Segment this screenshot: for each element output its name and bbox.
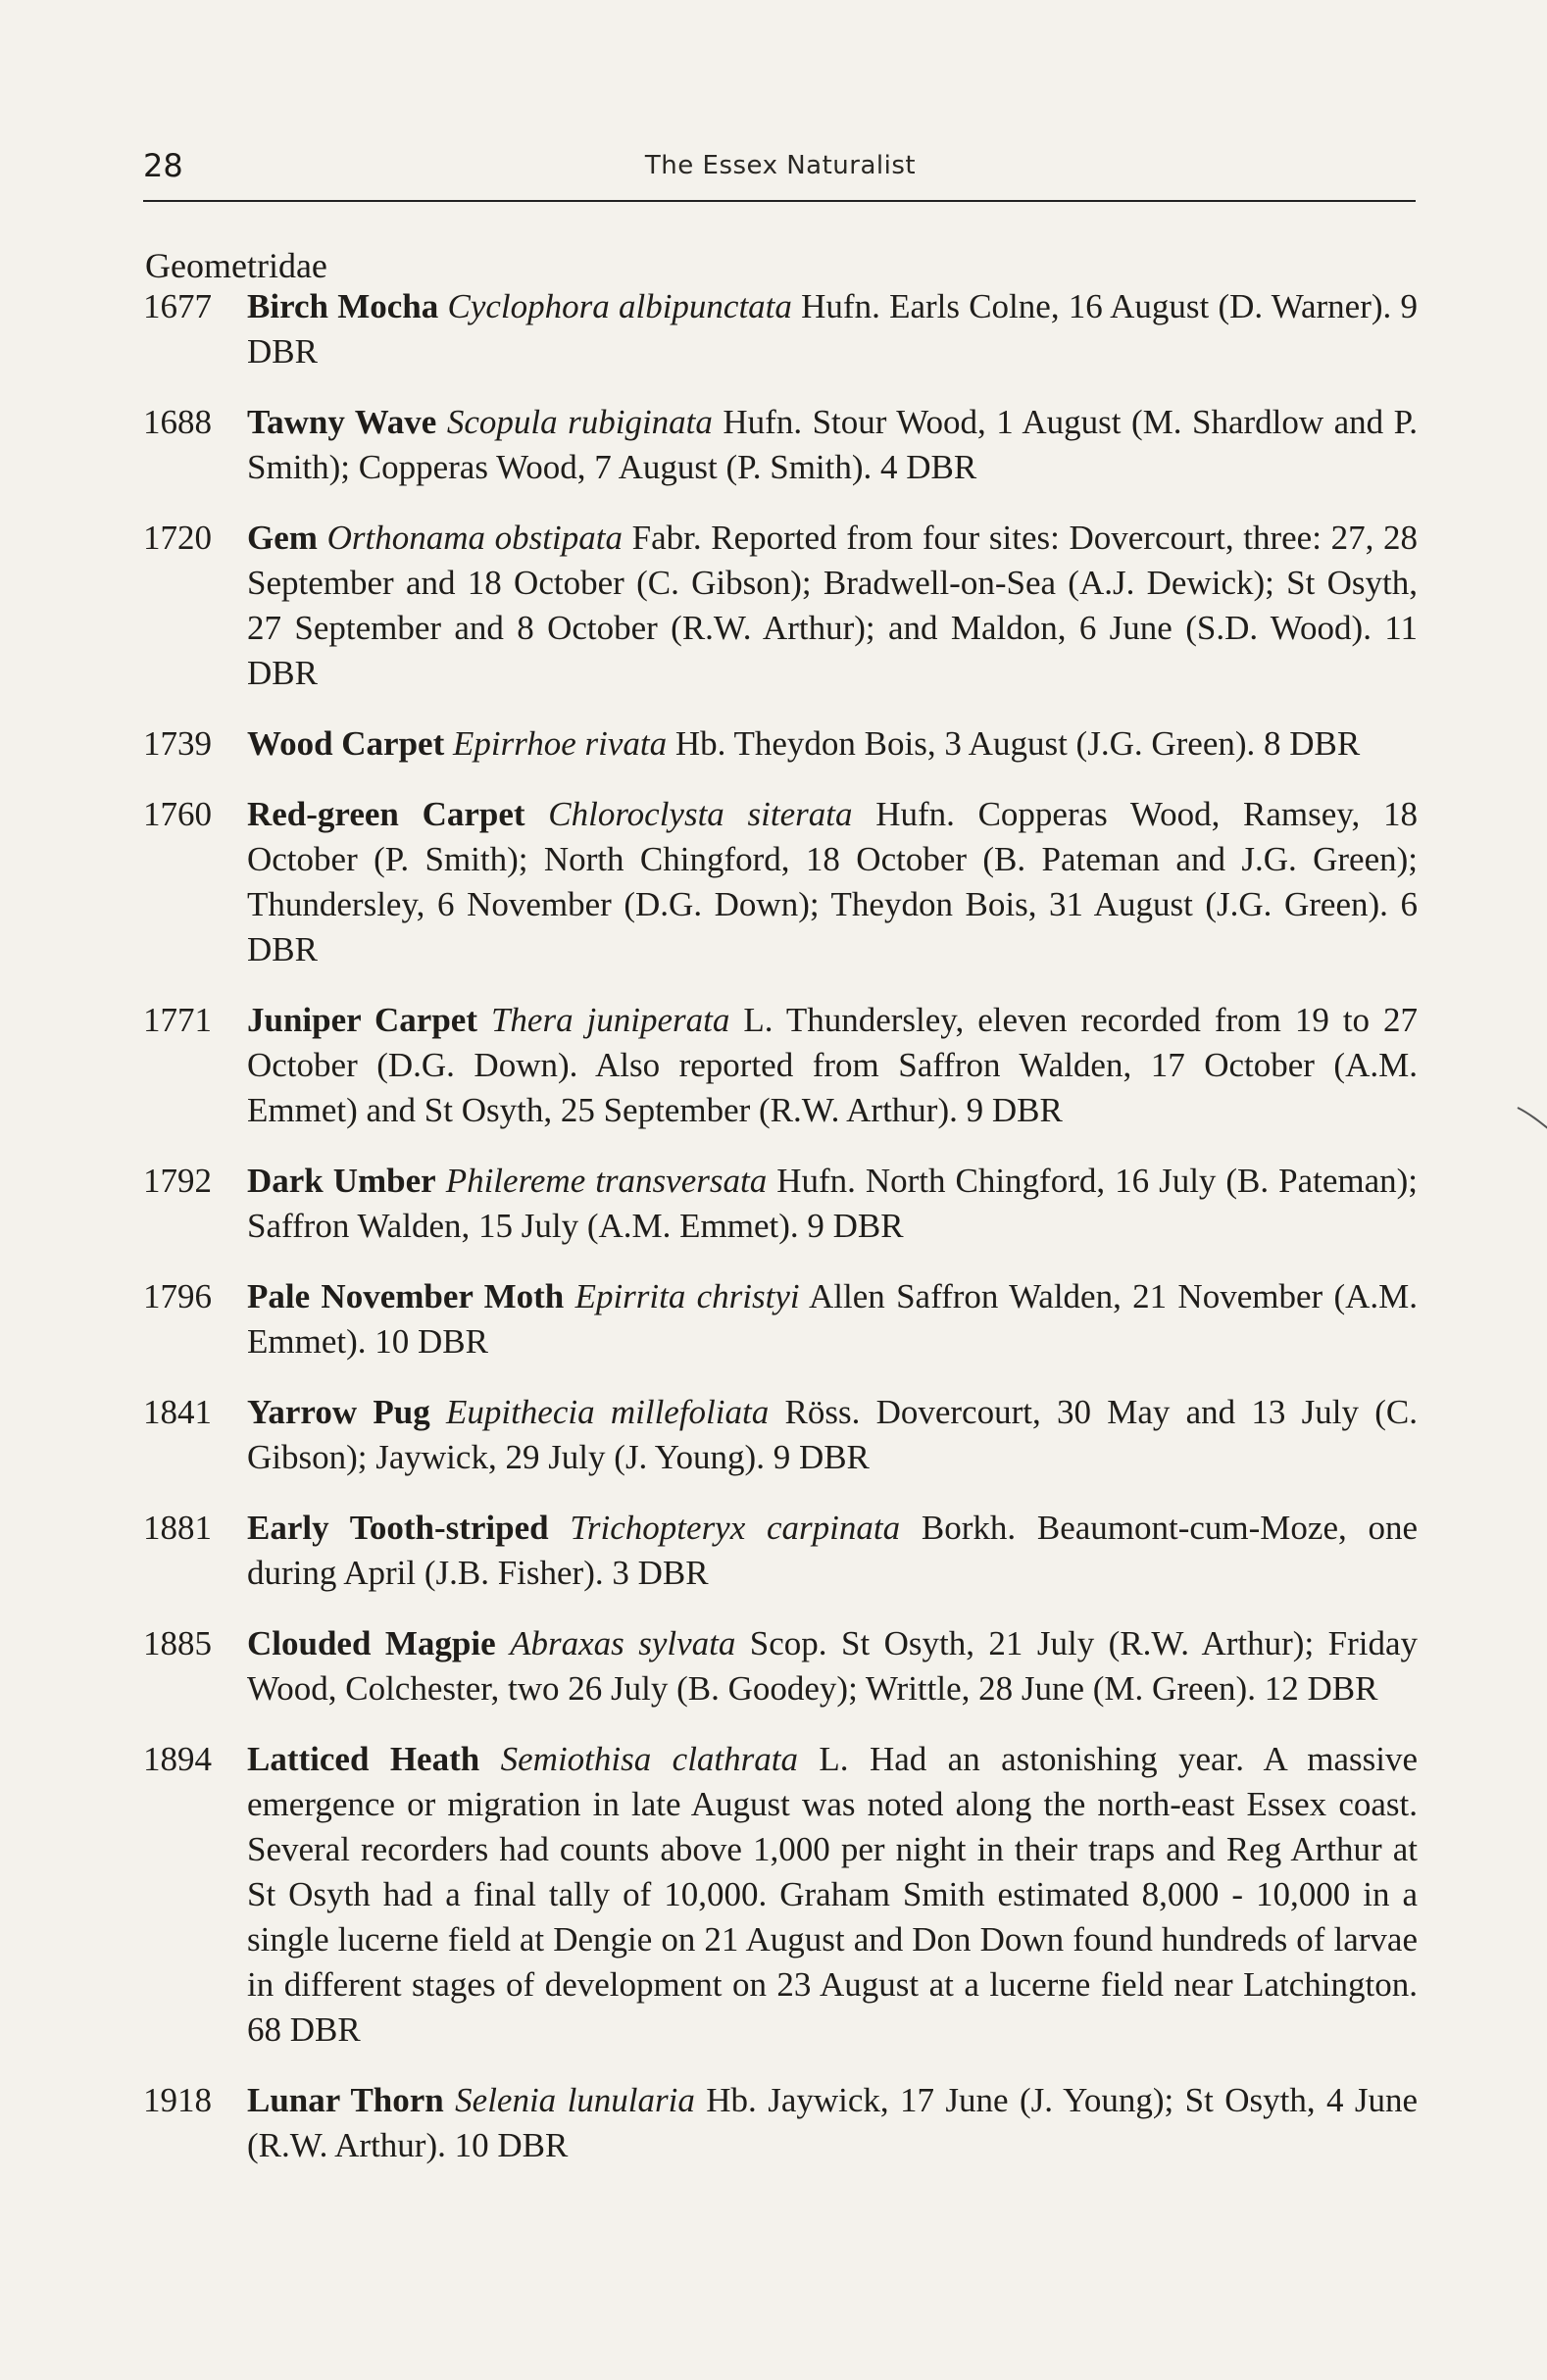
species-number: 1739	[143, 724, 212, 763]
species-scientific-name: Cyclophora albipunctata	[447, 287, 792, 325]
species-scientific-name: Abraxas sylvata	[510, 1624, 736, 1662]
species-number: 1885	[143, 1624, 212, 1662]
species-entry	[143, 721, 1418, 767]
species-entry	[143, 1737, 1418, 2053]
species-number: 1796	[143, 1277, 212, 1315]
species-entry	[143, 516, 1418, 696]
species-number: 1792	[143, 1162, 212, 1200]
species-number: 1841	[143, 1393, 212, 1431]
species-common-name: Birch Mocha	[247, 287, 439, 325]
page-edge-mark	[1516, 1104, 1547, 1133]
species-number: 1894	[143, 1740, 212, 1778]
species-entry	[143, 1506, 1418, 1596]
species-entry	[143, 1621, 1418, 1711]
species-list	[143, 284, 1418, 2194]
species-record-text: Röss. Dovercourt, 30 May and 13 July (C. Gibson); Jaywick, 29 July (J. Young). 9 DBR	[247, 1393, 1418, 1476]
species-entry	[143, 400, 1418, 490]
species-common-name: Juniper Carpet	[247, 1001, 477, 1039]
species-common-name: Red-green Carpet	[247, 795, 525, 833]
species-number: 1881	[143, 1509, 212, 1547]
species-scientific-name: Trichopteryx carpinata	[570, 1509, 901, 1547]
section-heading: Geometridae	[145, 246, 327, 285]
species-record-text: Hufn. North Chingford, 16 July (B. Pateman); Saffron Walden, 15 July (A.M. Emmet). 9 DBR	[247, 1162, 1419, 1245]
species-common-name: Dark Umber	[247, 1162, 436, 1200]
species-scientific-name: Epirrita christyi	[574, 1277, 800, 1315]
species-number: 1677	[143, 287, 212, 325]
page-number: 28	[143, 147, 183, 184]
species-entry	[143, 998, 1418, 1133]
species-scientific-name: Semiothisa clathrata	[500, 1740, 798, 1778]
species-record-text: Allen Saffron Walden, 21 November (A.M. Emmet). 10 DBR	[247, 1277, 1419, 1361]
species-record-text: Scop. St Osyth, 21 July (R.W. Arthur); Friday Wood, Colchester, two 26 July (B. Goodey); Writtle, 28 June (M. Green). 12 DBR	[247, 1624, 1419, 1708]
species-common-name: Lunar Thorn	[247, 2081, 444, 2119]
species-number: 1771	[143, 1001, 212, 1039]
species-entry	[143, 1159, 1418, 1249]
page-header	[143, 147, 1418, 196]
species-scientific-name: Eupithecia millefoliata	[445, 1393, 770, 1431]
species-entry	[143, 1274, 1418, 1364]
species-scientific-name: Chloroclysta siterata	[548, 795, 853, 833]
species-record-text: Hufn. Earls Colne, 16 August (D. Warner). 9 DBR	[247, 287, 1418, 371]
species-entry	[143, 2078, 1418, 2168]
species-record-text: L. Had an astonishing year. A massive emergence or migration in late August was noted along the north-east Essex coast. Several recorders had counts above 1,000 per night in their traps and Reg Arthur at St Osyth had a final tally of 10,000. Graham Smith estimated 8,000 - 10,000 in a single lucerne field at Dengie on 21 August and Don Down found hundreds of larvae in different stages of development on 23 August at a lucerne field near Latchington. 68 DBR	[247, 1740, 1419, 2049]
species-entry	[143, 1390, 1418, 1480]
running-title: The Essex Naturalist	[644, 151, 917, 180]
species-common-name: Tawny Wave	[247, 403, 437, 441]
species-scientific-name: Thera juniperata	[490, 1001, 730, 1039]
species-record-text: Borkh. Beaumont-cum-Moze, one during April (J.B. Fisher). 3 DBR	[247, 1509, 1419, 1592]
species-common-name: Latticed Heath	[247, 1740, 480, 1778]
species-record-text: Hb. Theydon Bois, 3 August (J.G. Green). 8 DBR	[674, 724, 1361, 763]
species-number: 1760	[143, 795, 212, 833]
species-record-text: Hb. Jaywick, 17 June (J. Young); St Osyth, 4 June (R.W. Arthur). 10 DBR	[247, 2081, 1419, 2164]
species-scientific-name: Philereme transversata	[445, 1162, 768, 1200]
species-number: 1688	[143, 403, 212, 441]
species-scientific-name: Scopula rubiginata	[446, 403, 713, 441]
species-record-text: Fabr. Reported from four sites: Dovercourt, three: 27, 28 September and 18 October (C. Gibson); Bradwell-on-Sea (A.J. Dewick); St Osyth, 27 September and 8 October (R.W. Arthur); and Maldon, 6 June (S.D. Wood). 11 DBR	[247, 519, 1419, 692]
species-entry	[143, 284, 1418, 374]
species-common-name: Clouded Magpie	[247, 1624, 496, 1662]
species-record-text: L. Thundersley, eleven recorded from 19 to 27 October (D.G. Down). Also reported from Saffron Walden, 17 October (A.M. Emmet) and St Osyth, 25 September (R.W. Arthur). 9 DBR	[247, 1001, 1419, 1129]
species-number: 1720	[143, 519, 212, 557]
species-common-name: Yarrow Pug	[247, 1393, 430, 1431]
species-record-text: Hufn. Stour Wood, 1 August (M. Shardlow and P. Smith); Copperas Wood, 7 August (P. Smith). 4 DBR	[247, 403, 1418, 486]
species-entry	[143, 792, 1418, 972]
species-scientific-name: Epirrhoe rivata	[453, 724, 668, 763]
header-rule	[143, 200, 1416, 202]
species-scientific-name: Selenia lunularia	[455, 2081, 695, 2119]
species-common-name: Early Tooth-striped	[247, 1509, 549, 1547]
species-common-name: Pale November Moth	[247, 1277, 565, 1315]
species-number: 1918	[143, 2081, 212, 2119]
species-common-name: Gem	[247, 519, 318, 557]
species-common-name: Wood Carpet	[247, 724, 445, 763]
species-record-text: Hufn. Copperas Wood, Ramsey, 18 October (P. Smith); North Chingford, 18 October (B. Pateman and J.G. Green); Thundersley, 6 November (D.G. Down); Theydon Bois, 31 August (J.G. Green). 6 DBR	[247, 795, 1418, 968]
species-scientific-name: Orthonama obstipata	[326, 519, 623, 557]
